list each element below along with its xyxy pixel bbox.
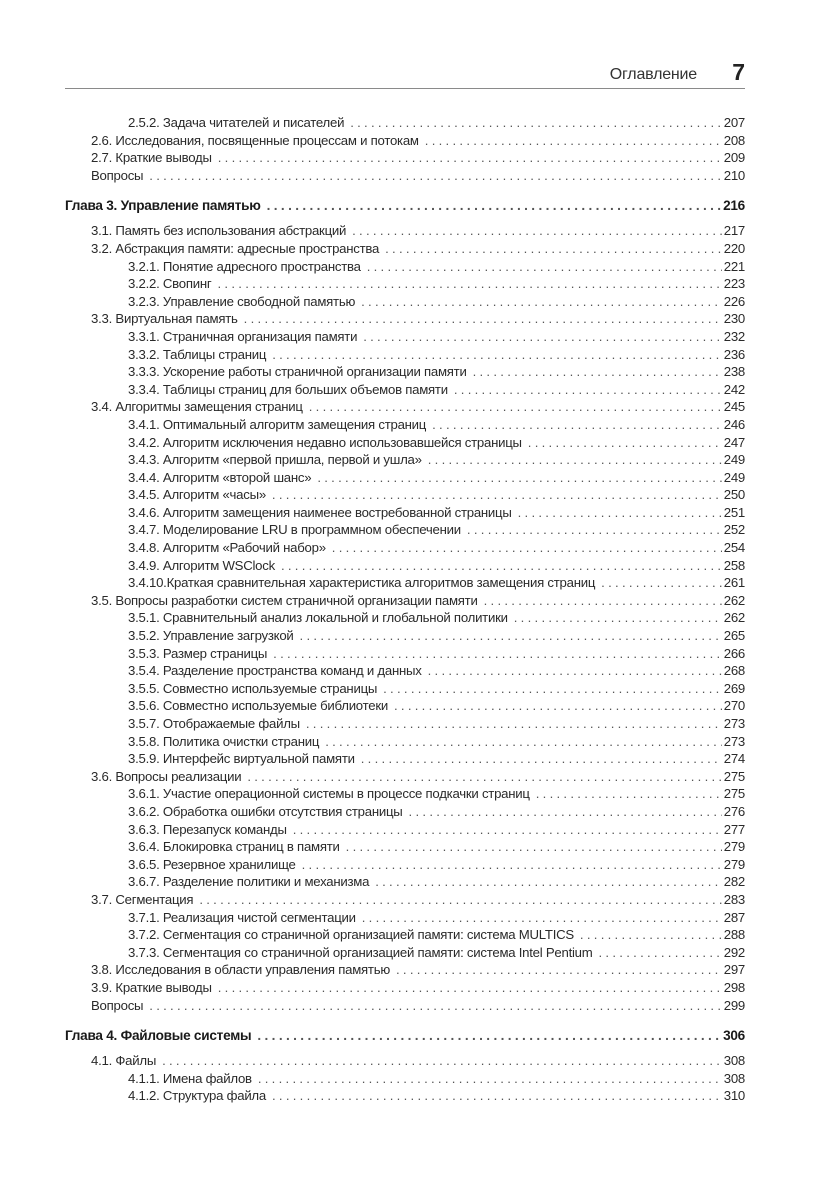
toc-entry-title: 2.5.2. Задача читателей и писателей (128, 115, 345, 130)
toc-entry-page-number: 249 (723, 452, 745, 468)
toc-entry-title: 4.1.2. Структура файла (128, 1088, 266, 1104)
dot-leader (385, 240, 722, 258)
toc-entry[interactable] (65, 486, 745, 504)
dot-leader (428, 451, 722, 469)
toc-entry[interactable] (65, 733, 745, 751)
toc-entry[interactable] (65, 258, 745, 276)
toc-entry-page-number: 232 (723, 328, 745, 344)
dot-leader (199, 891, 721, 909)
toc-entry-title: 3.3. Виртуальная память (91, 311, 238, 327)
toc-entry[interactable] (65, 398, 745, 416)
dot-leader (394, 697, 722, 715)
toc-entry-page-number: 252 (723, 522, 745, 538)
toc-entry[interactable] (65, 521, 745, 539)
dot-leader (352, 222, 722, 240)
toc-entry-title: 3.4.3. Алгоритм «первой пришла, первой и ушла» (128, 452, 422, 468)
dot-leader (432, 416, 722, 434)
dot-leader (244, 310, 722, 328)
toc-entry-page-number: 273 (723, 716, 745, 731)
dot-leader (218, 149, 722, 167)
toc-entry[interactable] (65, 167, 745, 185)
toc-entry-page-number: 209 (723, 150, 745, 166)
dot-leader (306, 715, 722, 733)
toc-entry-title: 3.4.1. Оптимальный алгоритм замещения страниц (128, 416, 427, 432)
dot-leader (218, 979, 722, 997)
toc-entry-page-number: 208 (723, 132, 745, 148)
dot-leader (162, 1052, 722, 1070)
toc-entry-title: 3.6.7. Разделение политики и механизма (128, 874, 370, 890)
dot-leader (518, 504, 722, 522)
toc-entry-title: 3.5.6. Совместно используемые библиотеки (128, 698, 388, 714)
toc-entry[interactable] (65, 328, 745, 346)
dot-leader (257, 1024, 721, 1048)
toc-entry[interactable] (65, 293, 745, 311)
toc-entry-title: 3.7.3. Сегментация со страничной организацией памяти: система Intel Pentium (128, 944, 593, 960)
toc-entry-page-number: 261 (723, 575, 745, 591)
toc-entry[interactable] (65, 416, 745, 434)
dot-leader (247, 768, 721, 786)
toc-entry-page-number: 297 (723, 962, 745, 978)
toc-entry-page-number: 226 (723, 293, 745, 309)
toc-entry-title: 4.1.1. Имена файлов (128, 1070, 252, 1086)
running-header-title: Оглавление (609, 66, 697, 83)
dot-leader (363, 328, 722, 346)
toc-entry-page-number: 245 (723, 399, 745, 415)
toc-entry-page-number: 268 (723, 663, 745, 679)
toc-entry[interactable] (65, 961, 745, 979)
toc-entry[interactable] (65, 997, 745, 1015)
toc-entry[interactable] (65, 715, 745, 733)
dot-leader (375, 873, 722, 891)
toc-entry[interactable] (65, 132, 745, 150)
toc-entry[interactable] (65, 1070, 745, 1088)
toc-entry-title: 3.3.2. Таблицы страниц (128, 346, 267, 362)
toc-entry-page-number: 207 (723, 115, 745, 130)
toc-entry-page-number: 242 (723, 381, 745, 397)
dot-leader (317, 469, 721, 487)
toc-entry[interactable] (65, 645, 745, 663)
dot-leader (454, 381, 722, 399)
dot-leader (272, 346, 722, 364)
toc-entry[interactable] (65, 574, 745, 592)
toc-entry-title: 3.6.3. Перезапуск команды (128, 821, 287, 837)
toc-entry[interactable] (65, 909, 745, 927)
toc-entry[interactable] (65, 680, 745, 698)
toc-entry-title: 3.4.6. Алгоритм замещения наименее востребованной страницы (128, 504, 512, 520)
toc-entry-title: Глава 3. Управление памятью (65, 198, 261, 214)
toc-entry-title: 2.7. Краткие выводы (91, 150, 212, 166)
toc-entry[interactable] (65, 592, 745, 610)
toc-chapter-entry[interactable] (65, 194, 745, 218)
dot-leader (362, 909, 722, 927)
toc-entry-page-number: 279 (723, 856, 745, 872)
toc-entry-page-number: 221 (723, 258, 745, 274)
toc-entry[interactable] (65, 434, 745, 452)
toc-entry-page-number: 238 (723, 364, 745, 380)
toc-entry[interactable] (65, 363, 745, 381)
dot-leader (361, 293, 722, 311)
toc-chapter-entry[interactable] (65, 1024, 745, 1048)
toc-entry[interactable] (65, 821, 745, 839)
toc-entry-title: 3.2.3. Управление свободной памятью (128, 293, 356, 309)
toc-entry-page-number: 210 (723, 167, 745, 183)
toc-entry-page-number: 247 (723, 434, 745, 450)
dot-leader (302, 856, 722, 874)
toc-entry-title: 3.4.10.Краткая сравнительная характеристика алгоритмов замещения страниц (128, 575, 596, 591)
table-of-contents (65, 114, 745, 1105)
toc-entry-page-number: 282 (723, 874, 745, 890)
dot-leader (425, 132, 722, 150)
dot-leader (383, 680, 722, 698)
toc-entry-title: Вопросы (91, 167, 144, 183)
toc-entry-title: 3.4.8. Алгоритм «Рабочий набор» (128, 540, 326, 556)
toc-entry[interactable] (65, 944, 745, 962)
dot-leader (367, 258, 722, 276)
toc-entry-page-number: 223 (723, 276, 745, 292)
dot-leader (536, 785, 722, 803)
toc-entry[interactable] (65, 504, 745, 522)
dot-leader (293, 821, 722, 839)
toc-entry[interactable] (65, 1087, 745, 1105)
toc-entry-title: 3.4.7. Моделирование LRU в программном обеспечении (128, 522, 461, 538)
toc-entry-page-number: 277 (723, 821, 745, 837)
dot-leader (258, 1070, 722, 1088)
toc-entry-title: 4.1. Файлы (91, 1053, 157, 1069)
toc-entry-title: 2.6. Исследования, посвященные процессам и потокам (91, 132, 419, 148)
toc-entry-page-number: 270 (723, 698, 745, 714)
toc-entry-title: 3.5.3. Размер страницы (128, 645, 268, 661)
toc-entry[interactable] (65, 310, 745, 328)
toc-entry-page-number: 262 (723, 592, 745, 608)
dot-leader (300, 627, 722, 645)
toc-entry[interactable] (65, 1052, 745, 1070)
toc-entry[interactable] (65, 891, 745, 909)
dot-leader (428, 662, 722, 680)
toc-entry-title: 3.5.5. Совместно используемые страницы (128, 680, 378, 696)
dot-leader (273, 645, 722, 663)
toc-entry[interactable] (65, 609, 745, 627)
toc-entry-page-number: 269 (723, 680, 745, 696)
toc-entry[interactable] (65, 979, 745, 997)
toc-entry-page-number: 306 (723, 1028, 745, 1044)
toc-entry[interactable] (65, 803, 745, 821)
toc-entry-title: 3.7. Сегментация (91, 891, 194, 907)
toc-entry-title: 3.6.1. Участие операционной системы в процессе подкачки страниц (128, 786, 530, 802)
dot-leader (350, 114, 722, 132)
toc-entry-title: 3.5.8. Политика очистки страниц (128, 733, 320, 749)
toc-entry-page-number: 292 (723, 944, 745, 960)
toc-entry[interactable] (65, 838, 745, 856)
toc-entry-title: 3.4.9. Алгоритм WSClock (128, 557, 275, 573)
toc-entry-page-number: 308 (723, 1053, 745, 1069)
toc-entry-page-number: 275 (723, 786, 745, 802)
toc-entry[interactable] (65, 114, 745, 132)
toc-entry[interactable] (65, 856, 745, 874)
toc-entry[interactable] (65, 768, 745, 786)
toc-entry-title: 3.5.7. Отображаемые файлы (128, 716, 300, 731)
toc-entry[interactable] (65, 539, 745, 557)
dot-leader (601, 574, 722, 592)
running-header (65, 58, 745, 89)
toc-entry[interactable] (65, 240, 745, 258)
toc-entry-title: 3.2. Абстракция памяти: адресные пространства (91, 240, 380, 256)
toc-entry-title: 3.9. Краткие выводы (91, 979, 212, 995)
toc-entry-title: 3.4.2. Алгоритм исключения недавно использовавшейся страницы (128, 434, 522, 450)
dot-leader (599, 944, 722, 962)
dot-leader (484, 592, 722, 610)
toc-entry[interactable] (65, 627, 745, 645)
dot-leader (272, 1087, 722, 1105)
toc-entry[interactable] (65, 346, 745, 364)
toc-entry-title: 3.7.1. Реализация чистой сегментации (128, 909, 356, 925)
dot-leader (272, 486, 722, 504)
toc-entry-title: 3.5.2. Управление загрузкой (128, 628, 294, 644)
dot-leader (346, 838, 722, 856)
toc-entry-page-number: 288 (723, 927, 745, 943)
page-number: 7 (732, 59, 745, 85)
toc-entry-page-number: 246 (723, 416, 745, 432)
dot-leader (325, 733, 722, 751)
toc-entry-title: 3.1. Память без использования абстракций (91, 223, 347, 239)
toc-entry-title: 3.8. Исследования в области управления памятью (91, 962, 390, 978)
toc-entry-page-number: 249 (723, 469, 745, 485)
dot-leader (528, 434, 722, 452)
dot-leader (332, 539, 722, 557)
toc-entry-page-number: 254 (723, 540, 745, 556)
toc-entry-title: 3.4.5. Алгоритм «часы» (128, 487, 266, 503)
dot-leader (309, 398, 722, 416)
toc-entry-title: 3.2.1. Понятие адресного пространства (128, 258, 361, 274)
toc-entry-page-number: 273 (723, 733, 745, 749)
toc-entry[interactable] (65, 149, 745, 167)
toc-entry-page-number: 220 (723, 240, 745, 256)
dot-leader (361, 750, 722, 768)
dot-leader (217, 275, 721, 293)
toc-entry[interactable] (65, 926, 745, 944)
dot-leader (409, 803, 722, 821)
toc-entry-page-number: 274 (723, 751, 745, 767)
dot-leader (467, 521, 722, 539)
toc-entry-page-number: 283 (723, 891, 745, 907)
toc-entry-page-number: 275 (723, 768, 745, 784)
toc-entry-title: 3.6.4. Блокировка страниц в памяти (128, 839, 340, 855)
toc-entry-page-number: 287 (723, 909, 745, 925)
toc-entry[interactable] (65, 469, 745, 487)
toc-entry-title: 3.7.2. Сегментация со страничной организацией памяти: система MULTICS (128, 927, 574, 943)
toc-entry[interactable] (65, 750, 745, 768)
toc-entry-page-number: 250 (723, 487, 745, 503)
dot-leader (267, 194, 721, 218)
toc-entry-title: 3.5. Вопросы разработки систем страничной организации памяти (91, 592, 478, 608)
toc-entry[interactable] (65, 662, 745, 680)
toc-entry[interactable] (65, 785, 745, 803)
toc-entry-page-number: 230 (723, 311, 745, 327)
toc-entry-title: 3.3.1. Страничная организация памяти (128, 328, 358, 344)
toc-entry-page-number: 279 (723, 839, 745, 855)
toc-entry-page-number: 236 (723, 346, 745, 362)
toc-entry-title: 3.3.3. Ускорение работы страничной организации памяти (128, 364, 467, 380)
dot-leader (149, 997, 721, 1015)
toc-entry[interactable] (65, 275, 745, 293)
toc-entry-page-number: 298 (723, 979, 745, 995)
toc-entry-title: 3.5.1. Сравнительный анализ локальной и глобальной политики (128, 610, 508, 626)
toc-entry-page-number: 265 (723, 628, 745, 644)
toc-entry-title: 3.6. Вопросы реализации (91, 768, 242, 784)
toc-entry-page-number: 310 (723, 1088, 745, 1104)
toc-entry-page-number: 262 (723, 610, 745, 626)
toc-entry-title: 3.5.9. Интерфейс виртуальной памяти (128, 751, 355, 767)
toc-entry-page-number: 266 (723, 645, 745, 661)
toc-entry[interactable] (65, 381, 745, 399)
toc-entry-title: Глава 4. Файловые системы (65, 1028, 252, 1044)
toc-entry-page-number: 276 (723, 803, 745, 819)
toc-entry[interactable] (65, 557, 745, 575)
toc-entry-title: 3.6.5. Резервное хранилище (128, 856, 296, 872)
dot-leader (473, 363, 722, 381)
toc-entry-page-number: 217 (723, 223, 745, 239)
dot-leader (514, 609, 722, 627)
toc-entry-page-number: 308 (723, 1070, 745, 1086)
toc-entry-page-number: 299 (723, 997, 745, 1013)
toc-entry-title: 3.6.2. Обработка ошибки отсутствия страницы (128, 803, 403, 819)
toc-entry-page-number: 258 (723, 557, 745, 573)
dot-leader (580, 926, 722, 944)
dot-leader (281, 557, 722, 575)
toc-entry-title: 3.3.4. Таблицы страниц для больших объемов памяти (128, 381, 448, 397)
dot-leader (396, 961, 722, 979)
toc-entry-title: 3.4.4. Алгоритм «второй шанс» (128, 469, 312, 485)
toc-entry-title: 3.5.4. Разделение пространства команд и данных (128, 663, 422, 679)
toc-entry[interactable] (65, 222, 745, 240)
toc-entry-page-number: 251 (723, 504, 745, 520)
toc-entry[interactable] (65, 451, 745, 469)
dot-leader (149, 167, 721, 185)
toc-entry-title: 3.2.2. Свопинг (128, 276, 212, 292)
toc-entry-title: 3.4. Алгоритмы замещения страниц (91, 399, 303, 415)
toc-entry[interactable] (65, 697, 745, 715)
toc-entry[interactable] (65, 873, 745, 891)
toc-entry-page-number: 216 (723, 198, 745, 214)
toc-entry-title: Вопросы (91, 997, 144, 1013)
